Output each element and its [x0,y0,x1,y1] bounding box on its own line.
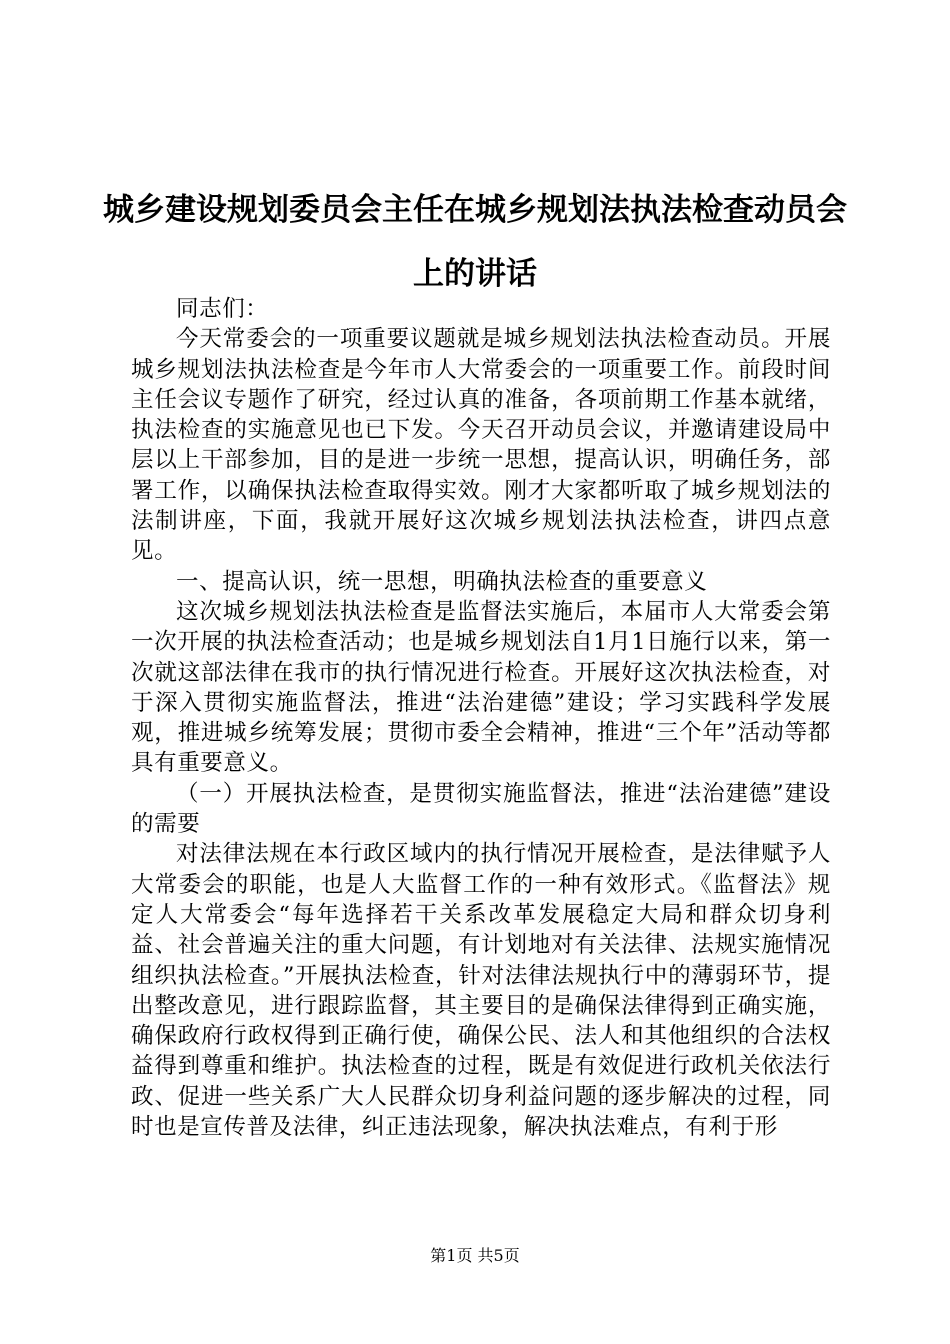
document-title: 城乡建设规划委员会主任在城乡规划法执法检查动员会上的讲话 [103,192,847,292]
paragraph: 对法律法规在本行政区域内的执行情况开展检查，是法律赋予人大常委会的职能，也是人大监督工作的一种有效形式。《监督法》规定人大常委会“每年选择若干关系改革发展稳定大局和群众切身利益、社会普遍关注的重大问题，有计划地对有关法律、法规实施情况组织执法检查。”开展执法检查，针对法律法规执行中的薄弱环节，提出整改意见，进行跟踪监督，其主要目的是确保法律得到正确实施，确保政府行政权得到正确行使，确保公民、法人和其他组织的合法权益得到尊重和维护。执法检查的过程，既是有效促进行政机关依法行政、促进一些关系广大人民群众切身利益问题的逐步解决的过程，同时也是宣传普及法律，纠正违法现象，解决执法难点，有利于形 [131,841,831,1141]
section-heading: 一、提高认识，统一思想，明确执法检查的重要意义 [176,568,708,595]
salutation: 同志们： [176,296,269,322]
document-body [131,294,831,1142]
paragraph: 今天常委会的一项重要议题就是城乡规划法执法检查动员。开展城乡规划法执法检查是今年市人大常委会的一项重要工作。前段时间主任会议专题作了研究，经过认真的准备，各项前期工作基本就绪，执法检查的实施意见也已下发。今天召开动员会议，并邀请建设局中层以上干部参加，目的是进一步统一思想，提高认识，明确任务，部署工作，以确保执法检查取得实效。刚才大家都听取了城乡规划法的法制讲座，下面，我就开展好这次城乡规划法执法检查，讲四点意见。 [131,326,831,565]
page-number-footer: 第1页 共5页 [430,1246,520,1265]
paragraph: 这次城乡规划法执法检查是监督法实施后，本届市人大常委会第一次开展的执法检查活动；也是城乡规划法自1月1日施行以来，第一次就这部法律在我市的执行情况进行检查。开展好这次执法检查，对于深入贯彻实施监督法，推进“法治建德”建设；学习实践科学发展观，推进城乡统筹发展；贯彻市委全会精神，推进“三个年”活动等都具有重要意义。 [131,598,831,777]
subsection-heading: （一）开展执法检查，是贯彻实施监督法，推进“法治建德”建设的需要 [131,780,831,838]
